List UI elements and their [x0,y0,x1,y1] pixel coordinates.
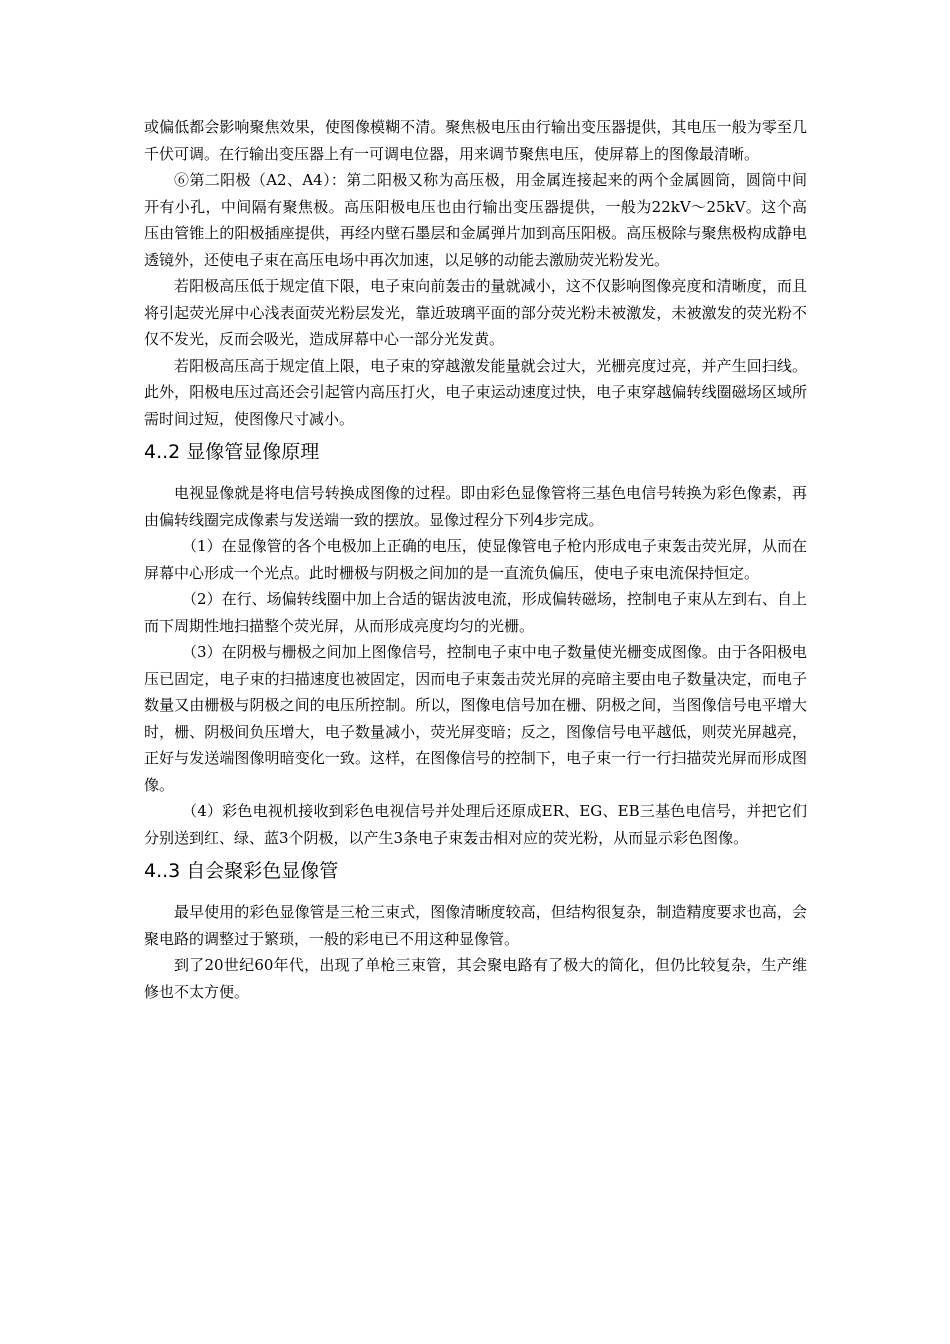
paragraph-step-2: （2）在行、场偏转线圈中加上合适的锯齿波电流，形成偏转磁场，控制电子束从左到右、自上而下周期性地扫描整个荧光屏，从而形成亮度均匀的光栅。 [144,590,807,635]
paragraph-three-gun: 最早使用的彩色显像管是三枪三束式，图像清晰度较高，但结构很复杂，制造精度要求也高，会聚电路的调整过于繁琐，一般的彩电已不用这种显像管。 [144,903,807,948]
section-heading-4-2: 4..2 显像管显像原理 [144,441,320,463]
paragraph-second-anode: ⑥第二阳极（A2、A4）：第二阳极又称为高压极，用金属连接起来的两个金属圆筒，圆筒中间开有小孔，中间隔有聚焦极。高压阳极电压也由行输出变压器提供，一般为22kV～25kV。这个高压由管锥上的阳极插座提供，再经内壁石墨层和金属弹片加到高压阳极。高压极除与聚焦极构成静电透镜外，还使电子束在高压电场中再次加速，以足够的动能去激励荧光粉发光。 [144,171,807,269]
paragraph-single-gun: 到了20世纪60年代，出现了单枪三束管，其会聚电路有了极大的简化，但仍比较复杂，生产维修也不太方便。 [144,956,807,1001]
paragraph-step-4: （4）彩色电视机接收到彩色电视信号并处理后还原成ER、EG、EB三基色电信号，并把它们分别送到红、绿、蓝3个阴极，以产生3条电子束轰击相对应的荧光粉，从而显示彩色图像。 [144,802,807,847]
paragraph-step-1: （1）在显像管的各个电极加上正确的电压，使显像管电子枪内形成电子束轰击荧光屏，从而在屏幕中心形成一个光点。此时栅极与阴极之间加的是一直流负偏压，使电子束电流保持恒定。 [144,537,807,582]
section-heading-4-3: 4..3 自会聚彩色显像管 [144,860,339,882]
paragraph-display-intro: 电视显像就是将电信号转换成图像的过程。即由彩色显像管将三基色电信号转换为彩色像素，再由偏转线圈完成像素与发送端一致的摆放。显像过程分下列4步完成。 [144,484,807,529]
paragraph-step-3: （3）在阴极与栅极之间加上图像信号，控制电子束中电子数量使光栅变成图像。由于各阳极电压已固定，电子束的扫描速度也被固定，因而电子束轰击荧光屏的亮暗主要由电子数量决定，而电子数量又由栅极与阴极之间的电压所控制。所以，图像电信号加在栅、阴极之间，当图像信号电平增大时，栅、阴极间负压增大，电子数量减小，荧光屏变暗；反之，图像信号电平越低，则荧光屏越亮，正好与发送端图像明暗变化一致。这样，在图像信号的控制下，电子束一行一行扫描荧光屏而形成图像。 [144,643,807,794]
paragraph-anode-high: 若阳极高压高于规定值上限，电子束的穿越激发能量就会过大，光栅亮度过亮，并产生回扫线。此外，阳极电压过高还会引起管内高压打火，电子束运动速度过快，电子束穿越偏转线圈磁场区域所需时间过短，使图像尺寸减小。 [144,356,807,428]
document-page [144,114,807,1005]
paragraph-focus-voltage: 或偏低都会影响聚焦效果，使图像模糊不清。聚焦极电压由行输出变压器提供，其电压一般为零至几千伏可调。在行输出变压器上有一可调电位器，用来调节聚焦电压，使屏幕上的图像最清晰。 [144,118,807,163]
paragraph-anode-low: 若阳极高压低于规定值下限，电子束向前轰击的量就减小，这不仅影响图像亮度和清晰度，而且将引起荧光屏中心浅表面荧光粉层发光，靠近玻璃平面的部分荧光粉未被激发，未被激发的荧光粉不仅不发光，反而会吸光，造成屏幕中心一部分光发黄。 [144,277,807,348]
